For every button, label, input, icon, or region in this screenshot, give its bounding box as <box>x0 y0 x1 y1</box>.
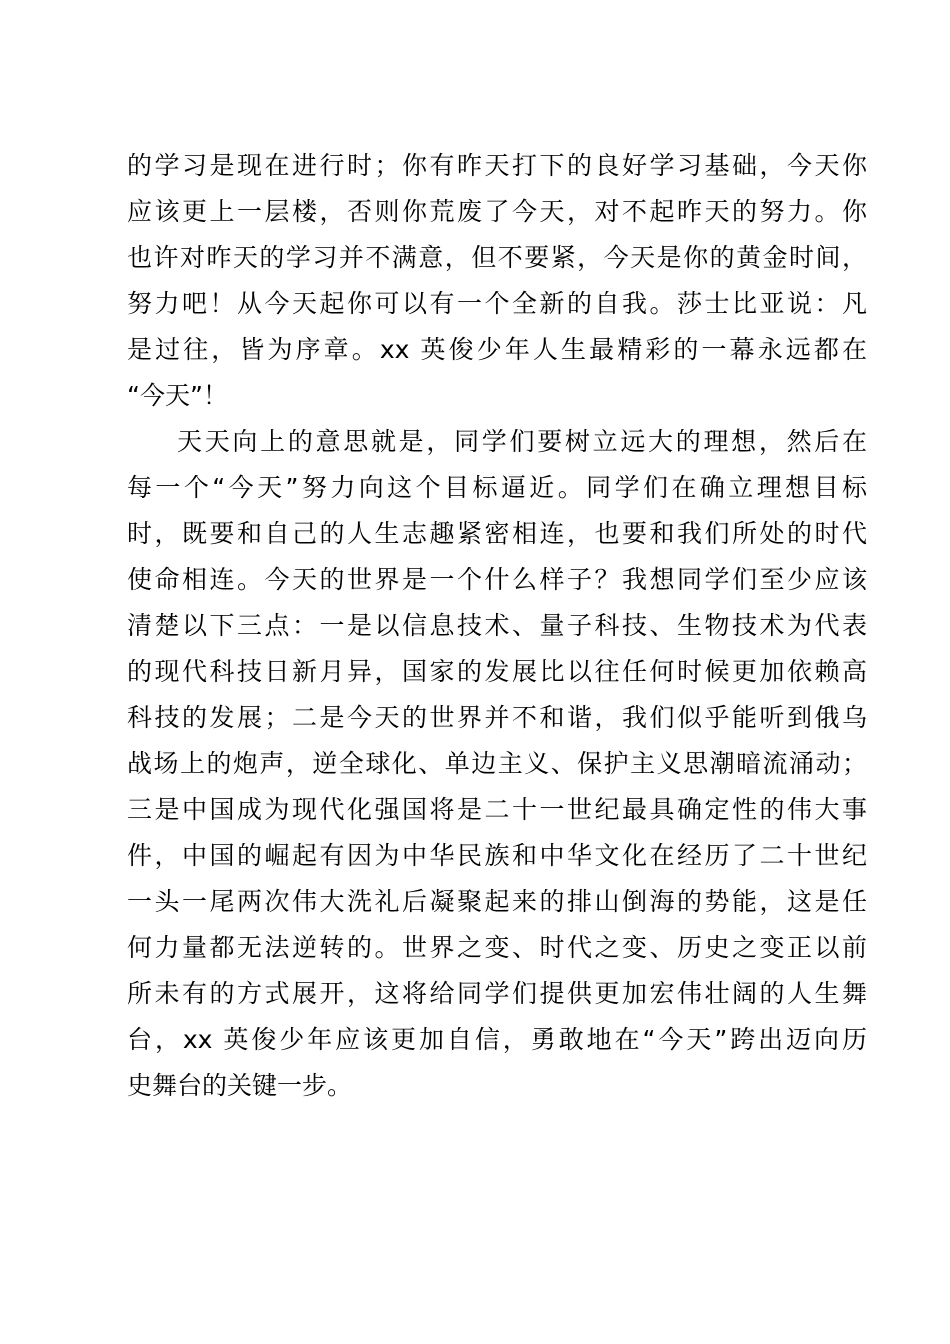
text-line: 是过往，皆为序章。xx 英俊少年人生最精彩的一幕永远都在 <box>127 335 867 364</box>
text-line: 史舞台的关键一步。 <box>127 1071 353 1100</box>
text-line: 科技的发展；二是今天的世界并不和谐，我们似乎能听到俄乌 <box>127 703 867 732</box>
text-line: 台，xx 英俊少年应该更加自信，勇敢地在“今天”跨出迈向历 <box>127 1025 867 1054</box>
text-line: 努力吧！从今天起你可以有一个全新的自我。莎士比亚说：凡 <box>127 289 867 318</box>
text-line: 天天向上的意思就是，同学们要树立远大的理想，然后在 <box>177 427 867 456</box>
text-line: 所未有的方式展开，这将给同学们提供更加宏伟壮阔的人生舞 <box>127 979 867 1008</box>
text-line: 一头一尾两次伟大洗礼后凝聚起来的排山倒海的势能，这是任 <box>127 887 867 916</box>
text-line: 战场上的炮声，逆全球化、单边主义、保护主义思潮暗流涌动； <box>127 749 867 778</box>
text-line: 也许对昨天的学习并不满意，但不要紧，今天是你的黄金时间， <box>127 243 867 272</box>
text-line: 的学习是现在进行时；你有昨天打下的良好学习基础，今天你 <box>127 151 867 180</box>
text-line: 清楚以下三点：一是以信息技术、量子科技、生物技术为代表 <box>127 611 867 640</box>
paragraph-1 <box>127 143 867 419</box>
text-line: 每一个“今天”努力向这个目标逼近。同学们在确立理想目标 <box>127 473 867 502</box>
text-line: 使命相连。今天的世界是一个什么样子？我想同学们至少应该 <box>127 565 867 594</box>
text-line: 应该更上一层楼，否则你荒废了今天，对不起昨天的努力。你 <box>127 197 867 226</box>
paragraph-2 <box>127 419 867 1109</box>
text-line: 时，既要和自己的人生志趣紧密相连，也要和我们所处的时代 <box>127 519 867 548</box>
text-line: 三是中国成为现代化强国将是二十一世纪最具确定性的伟大事 <box>127 795 867 824</box>
text-line: 何力量都无法逆转的。世界之变、时代之变、历史之变正以前 <box>127 933 867 962</box>
text-line: 的现代科技日新月异，国家的发展比以往任何时候更加依赖高 <box>127 657 867 686</box>
text-line: “今天”！ <box>127 381 228 410</box>
text-line: 件，中国的崛起有因为中华民族和中华文化在经历了二十世纪 <box>127 841 867 870</box>
document-body <box>127 143 867 1109</box>
